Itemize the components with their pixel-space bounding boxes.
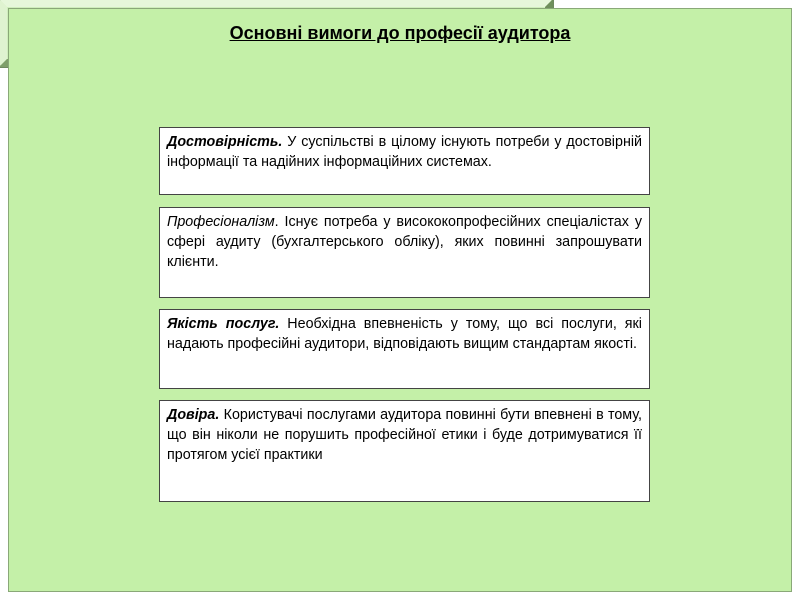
requirement-text: Необхідна впевненість у тому, що всі послуги, які надають професійні аудитори, відповідають вищим стандартам якості. — [167, 316, 642, 352]
requirement-card-trust — [159, 400, 650, 502]
requirement-term: Якість послуг. — [167, 316, 280, 332]
title-inner — [8, 8, 792, 592]
requirement-term: Довіра. — [167, 407, 220, 423]
title-box — [0, 0, 571, 68]
diagram-title: Основні вимоги до професії аудитора — [229, 23, 571, 43]
requirement-card-professionalism — [159, 207, 650, 298]
requirement-term: Достовірність. — [167, 134, 283, 150]
requirement-term: Професіоналізм — [167, 214, 275, 230]
requirement-text: У суспільстві в цілому існують потреби у достовірній інформації та надійних інформаційних системах. — [167, 134, 642, 170]
requirement-text: . Існує потреба у висококопрофесійних спеціалістах у сфері аудиту (бухгалтерського обліку), яких повинні запрошувати клієнти. — [167, 214, 642, 270]
requirement-text: Користувачі послугами аудитора повинні бути впевнені в тому, що він ніколи не порушить професійної етики і буде дотримуватися її протягом усієї практики — [167, 407, 642, 463]
requirement-card-reliability — [159, 127, 650, 195]
requirement-card-quality — [159, 309, 650, 389]
